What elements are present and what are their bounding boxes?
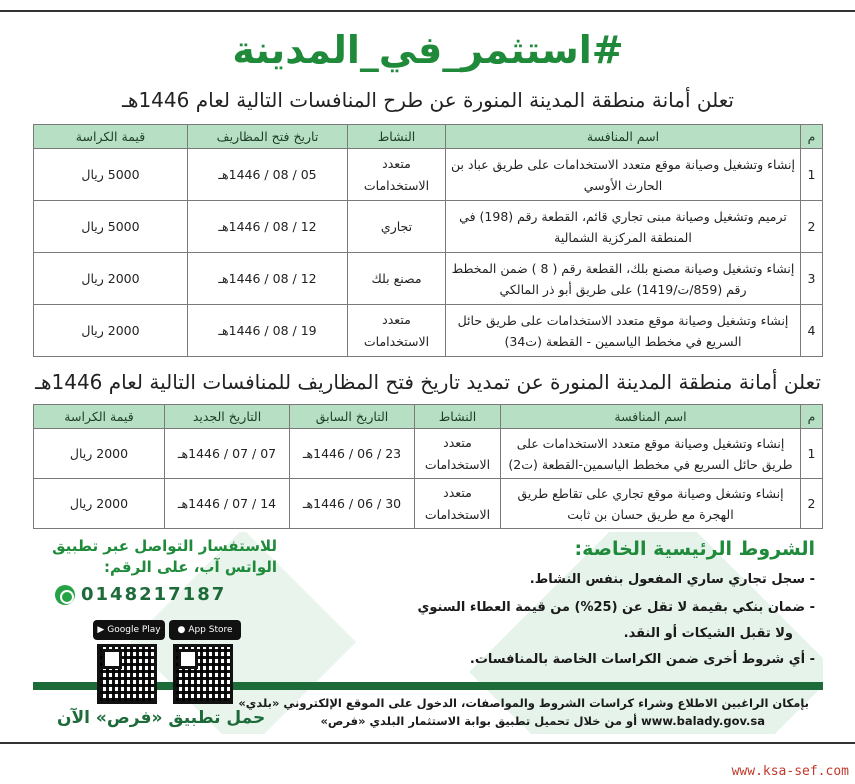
whatsapp-contact[interactable] [55,584,226,605]
new-date: 07 / 07 / 1446هـ [165,429,290,479]
old-date: 23 / 06 / 1446هـ [290,429,415,479]
tender-name: إنشاء وتشغيل وصيانة مصنع بلك، القطعة رقم ( 8 ) ضمن المخطط رقم (859/ت/1419) على طريق أبو ذر المالكي [446,253,801,305]
booklet-price: 2000 ريال [34,253,188,305]
tender-activity: متعدد الاستخدامات [415,429,501,479]
row-number: 3 [801,253,823,305]
booklet-price: 5000 ريال [34,149,188,201]
row-number: 4 [801,305,823,357]
google-play-badge[interactable] [93,620,165,640]
col-number: م [801,125,823,149]
download-app-text: حمل تطبيق «فرص» الآن [57,708,266,728]
apple-icon: ● [177,625,186,635]
old-date: 30 / 06 / 1446هـ [290,479,415,529]
conditions-title: الشروط الرئيسية الخاصة: [574,538,815,560]
inquiry-line: للاستفسار التواصل عبر تطبيق [52,537,277,555]
tenders-heading: تعلن أمانة منطقة المدينة المنورة عن طرح المنافسات التالية لعام 1446هـ [122,88,734,112]
table-header-row [34,405,823,429]
table-row [34,429,823,479]
table-row [34,201,823,253]
row-number: 1 [801,149,823,201]
condition-item: - أي شروط أخرى ضمن الكراسات الخاصة بالمنافسات. [469,652,815,667]
tender-name: إنشاء وتشغيل وصيانة موقع متعدد الاستخدامات على طريق حائل السريع في مخطط الياسمين - القطعة (ت34) [446,305,801,357]
tender-name: إنشاء وتشغل وصيانة موقع تجاري على تقاطع طريق الهجرة مع طريق حسان بن ثابت [501,479,801,529]
col-price: قيمة الكراسة [34,125,188,149]
extension-heading: تعلن أمانة منطقة المدينة المنورة عن تمديد تاريخ فتح المظاريف للمنافسات التالية لعام 1446هـ [35,370,821,394]
inquiry-line: الواتس آب، على الرقم: [104,558,277,576]
col-old-date: التاريخ السابق [290,405,415,429]
col-number: م [801,405,823,429]
row-number: 1 [801,429,823,479]
opening-date: 19 / 08 / 1446هـ [188,305,348,357]
announcement-frame [20,22,836,742]
table-row [34,149,823,201]
play-icon: ▶ [97,625,105,635]
conditions-panel [33,532,823,734]
booklet-price: 2000 ريال [34,429,165,479]
opening-date: 05 / 08 / 1446هـ [188,149,348,201]
tender-activity: متعدد الاستخدامات [415,479,501,529]
opening-date: 12 / 08 / 1446هـ [188,201,348,253]
google-play-label: Google Play [107,625,161,635]
bottom-rule [0,742,855,744]
booklet-price: 2000 ريال [34,479,165,529]
tender-name: إنشاء وتشغيل وصيانة موقع متعدد الاستخدامات على طريق عباد بن الحارث الأوسي [446,149,801,201]
col-price: قيمة الكراسة [34,405,165,429]
app-store-badge[interactable] [169,620,241,640]
tender-name: إنشاء وتشغيل وصيانة موقع متعدد الاستخدامات على طريق حائل السريع في مخطط الياسمين-القطعة (ت2) [501,429,801,479]
website-note: بإمكان الراغبين الاطلاع وشراء كراسات الشروط والمواصفات، الدخول على الموقع الإلكتروني «بلدي» [238,696,809,710]
booklet-price: 2000 ريال [34,305,188,357]
website-note: www.balady.gov.sa أو من خلال تحميل تطبيق بوابة الاستثمار البلدي «فرص» [320,714,765,728]
source-watermark: www.ksa-sef.com [731,764,849,779]
row-number: 2 [801,479,823,529]
whatsapp-icon [55,585,75,605]
tender-activity: متعدد الاستخدامات [348,149,446,201]
col-activity: النشاط [348,125,446,149]
qr-code-icon [173,644,233,704]
col-tender-name: اسم المنافسة [446,125,801,149]
table-row [34,253,823,305]
opening-date: 12 / 08 / 1446هـ [188,253,348,305]
qr-code-icon [97,644,157,704]
hashtag-title: #استثمر_في_المدينة [232,28,624,72]
inquiry-text [47,536,277,578]
col-tender-name: اسم المنافسة [501,405,801,429]
new-date: 14 / 07 / 1446هـ [165,479,290,529]
condition-item: - سجل تجاري ساري المفعول بنفس النشاط. [529,572,815,587]
col-activity: النشاط [415,405,501,429]
tender-activity: تجاري [348,201,446,253]
row-number: 2 [801,201,823,253]
table-row [34,479,823,529]
tenders-table [33,124,823,357]
tender-name: ترميم وتشغيل وصيانة مبنى تجاري قائم، القطعة رقم (198) في المنطقة المركزية الشمالية [446,201,801,253]
extension-table [33,404,823,529]
tender-activity: مصنع بلك [348,253,446,305]
col-new-date: التاريخ الجديد [165,405,290,429]
table-header-row [34,125,823,149]
tender-activity: متعدد الاستخدامات [348,305,446,357]
col-opening-date: تاريخ فتح المظاريف [188,125,348,149]
condition-item: ولا تقبل الشيكات أو النقد. [623,626,793,641]
app-store-label: App Store [188,625,233,635]
top-rule [0,10,855,12]
condition-item: - ضمان بنكي بقيمة لا تقل عن (25%) من قيمة العطاء السنوي [417,600,815,615]
booklet-price: 5000 ريال [34,201,188,253]
table-row [34,305,823,357]
phone-number: 0148217187 [81,584,227,605]
